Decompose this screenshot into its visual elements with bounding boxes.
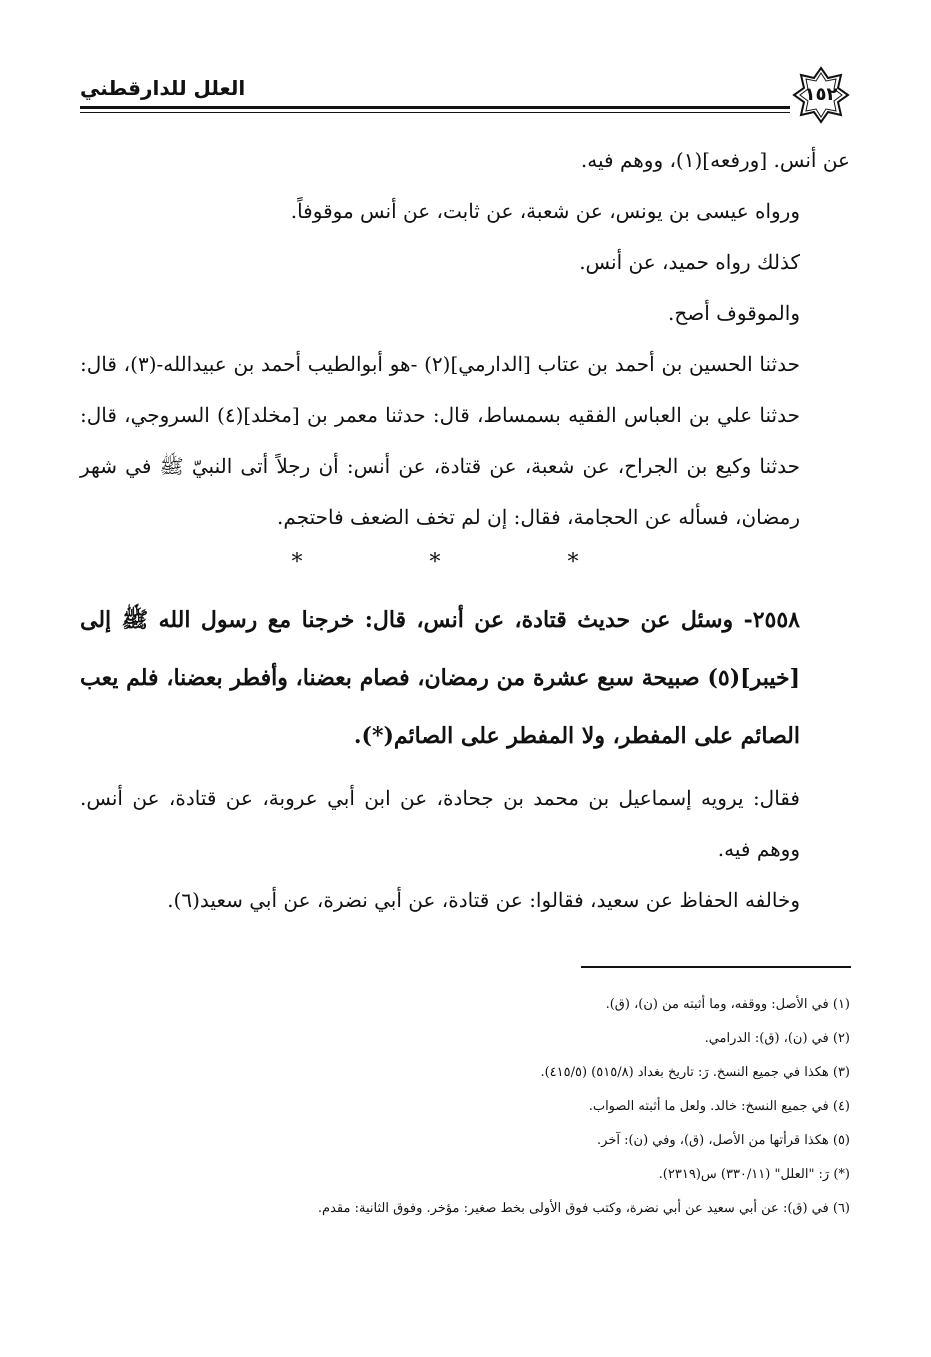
page-number: ١٥٢ bbox=[804, 84, 838, 105]
paragraph: كذلك رواه حميد، عن أنس. bbox=[579, 250, 800, 274]
footnote: (*) رَ: "العلل" (٣٣٠/١١) س(٢٣١٩). bbox=[658, 1167, 850, 1182]
main-text bbox=[80, 135, 850, 926]
paragraph: حدثنا الحسين بن أحمد بن عتاب [الدارمي](٢) -هو أبوالطيب أحمد بن عبيدالله-(٣)، قال: حدثنا علي بن العباس الفقيه بسمساط، قال: حدثنا معمر بن [مخلد](٤) السروجي، قال: حدثنا وكيع بن الجراح، عن شعبة، عن قتادة، عن أنس: أن رجلاً أتى النبيّ ﷺ في شهر رمضان، فسأله عن الحجامة، فقال: إن لم تخف الضعف فاحتجم. bbox=[80, 352, 800, 529]
footnote: (٤) في جميع النسخ: خالد. ولعل ما أثبته الصواب. bbox=[588, 1099, 850, 1114]
footnotes bbox=[80, 988, 850, 1226]
footnote: (١) في الأصل: ووقفه، وما أثبته من (ن)، (ق). bbox=[605, 997, 850, 1012]
footnote: (٦) في (ق): عن أبي سعيد عن أبي نضرة، وكتب فوق الأولى بخط صغير: مؤخر. وفوق الثانية: مقدم. bbox=[317, 1201, 850, 1216]
page-header bbox=[80, 72, 850, 120]
footnote: (٣) هكذا في جميع النسخ. رَ: تاريخ بغداد (٥١٥/٨) (٤١٥/٥). bbox=[540, 1065, 850, 1080]
paragraph: والموقوف أصح. bbox=[668, 301, 800, 325]
header-rule-thin bbox=[80, 112, 790, 113]
section-separator: * * * bbox=[291, 550, 639, 575]
paragraph: ورواه عيسى بن يونس، عن شعبة، عن ثابت، عن أنس موقوفاً. bbox=[290, 199, 800, 223]
footnote: (٥) هكذا قرأتها من الأصل، (ق)، وفي (ن): آخر. bbox=[597, 1133, 850, 1148]
footnote: (٢) في (ن)، (ق): الدرامي. bbox=[704, 1031, 850, 1046]
footnote-separator bbox=[581, 966, 851, 968]
paragraph: فقال: يرويه إسماعيل بن محمد بن جحادة، عن ابن أبي عروبة، عن قتادة، عن أنس. ووهم فيه. bbox=[80, 786, 800, 861]
running-title: العلل للدارقطني bbox=[80, 76, 246, 100]
question-entry: ٢٥٥٨- وسئل عن حديث قتادة، عن أنس، قال: خرجنا مع رسول الله ﷺ إلى [خيبر](٥) صبيحة سبع عشرة من رمضان، فصام بعضنا، وأفطر بعضنا، فلم يعب الصائم على المفطر، ولا المفطر على الصائم(*). bbox=[80, 607, 800, 749]
paragraph: عن أنس. [ورفعه](١)، ووهم فيه. bbox=[580, 148, 850, 172]
paragraph: وخالفه الحفاظ عن سعيد، فقالوا: عن قتادة، عن أبي نضرة، عن أبي سعيد(٦). bbox=[167, 888, 800, 912]
page-number-badge bbox=[792, 66, 850, 124]
